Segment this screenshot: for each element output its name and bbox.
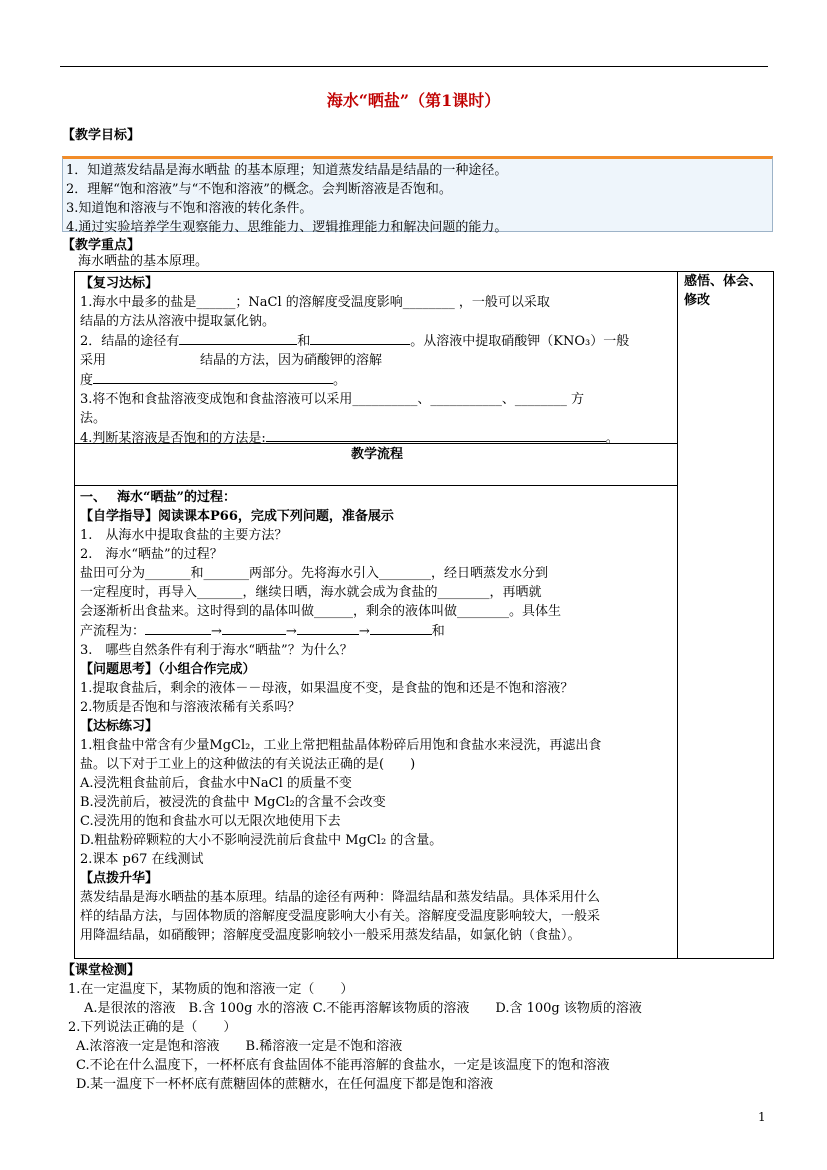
review-question: 结晶的方法从溶液中提取氯化钠。 [80, 314, 276, 329]
summary-text: 样的结晶方法，与固体物质的溶解度受温度影响大小有关。溶解度受温度影响较大，一般采 [80, 909, 601, 924]
classroom-check [62, 961, 782, 1094]
text-segment: 度 [80, 373, 94, 388]
objective-item: 2．理解“饱和溶液”与“不饱和溶液”的概念。会判断溶液是否饱和。 [66, 182, 452, 197]
answer-blank [222, 621, 286, 635]
objective-item: 4.通过实验培养学生观察能力、思维能力、逻辑推理能力和解决问题的能力。 [66, 220, 508, 235]
page-number: 1 [758, 1110, 766, 1124]
key-point-heading: 【教学重点】 [62, 238, 141, 253]
objective-item: 3.知道饱和溶液与不饱和溶液的转化条件。 [66, 201, 313, 216]
practice-option: D.粗盐粉碎颗粒的大小不影响浸洗前后食盐中 MgCl₂ 的含量。 [80, 833, 443, 848]
practice-heading: 【达标练习】 [80, 719, 159, 734]
text-segment: 采用 [80, 353, 107, 368]
arrow-icon: → [285, 624, 297, 639]
objectives-box [62, 156, 773, 235]
table-column-divider [677, 271, 678, 959]
review-question: 1.海水中最多的盐是______；NaCl 的溶解度受温度影响________ ，一般可以采取 [80, 295, 550, 310]
practice-option: A.浸洗粗食盐前后，食盐水中NaCl 的质量不变 [80, 776, 352, 791]
practice-question: 2.课本 p67 在线测试 [80, 852, 204, 867]
think-heading: 【问题思考】（小组合作完成） [80, 662, 256, 677]
arrow-icon: → [358, 624, 370, 639]
study-question: 3. 哪些自然条件有利于海水“晒盐”？为什么？ [80, 643, 353, 658]
check-options: D.某一温度下一杯杯底有蔗糖固体的蔗糖水，在任何温度下都是饱和溶液 [76, 1077, 494, 1092]
answer-blank [370, 621, 432, 635]
header-rule [60, 66, 768, 67]
check-options: C.不论在什么温度下，一杯杯底有食盐固体不能再溶解的食盐水，一定是该温度下的饱和溶液 [76, 1058, 610, 1073]
side-column-heading: 感悟、体会、修改 [684, 274, 763, 308]
review-question: 3.将不饱和食盐溶液变成饱和食盐溶液可以采用__________、___________、________ 方 [80, 392, 585, 407]
practice-option: B.浸洗前后，被浸洗的食盐中 MgCl₂的含量不会改变 [80, 795, 386, 810]
page-title: 海水“晒盐”（第1课时） [326, 91, 501, 110]
objective-item: 1．知道蒸发结晶是海水晒盐 的基本原理；知道蒸发结晶是结晶的一种途径。 [66, 163, 508, 178]
check-heading: 【课堂检测】 [62, 963, 141, 978]
review-section [80, 274, 674, 448]
process-flow [80, 621, 674, 641]
text-segment: 和 [297, 334, 311, 349]
study-question: 2. 海水“晒盐”的过程？ [80, 547, 223, 562]
process-text: 会逐渐析出食盐来。这时得到的晶体叫做______，剩余的液体叫做________。具体生 [80, 604, 562, 619]
answer-blank [179, 331, 297, 345]
check-options: A.是很浓的溶液 B.含 100g 水的溶液 C.不能再溶解该物质的溶液 D.含 100g 该物质的溶液 [84, 1001, 642, 1016]
review-question [80, 331, 674, 351]
text-segment: 和 [431, 624, 445, 639]
text-segment: 4.判断某溶液是否饱和的方法是: [80, 431, 266, 446]
process-text: 一定程度时，再导入_______，继续日晒，海水就会成为食盐的________，再晒就 [80, 585, 542, 600]
practice-option: C.浸洗用的饱和食盐水可以无限次地使用下去 [80, 814, 341, 829]
flow-heading: 教学流程 [350, 447, 403, 462]
summary-text: 蒸发结晶是海水晒盐的基本原理。结晶的途径有两种：降温结晶和蒸发结晶。具体采用什么 [80, 890, 601, 905]
answer-blank [310, 331, 410, 345]
review-question [80, 370, 674, 390]
text-segment: 2．结晶的途径有 [80, 334, 180, 349]
practice-question: 1.粗食盐中常含有少量MgCl₂，工业上常把粗盐晶体粉碎后用饱和食盐水来浸洗，再滤出食 [80, 738, 602, 753]
review-question: 法。 [80, 411, 107, 426]
text-segment: 。 [605, 431, 619, 446]
self-study-heading: 【自学指导】阅读课本P66，完成下列问题，准备展示 [80, 509, 394, 524]
answer-blank [145, 621, 211, 635]
table-row-divider [74, 485, 678, 486]
answer-blank [266, 428, 606, 442]
review-question [80, 351, 674, 370]
summary-heading: 【点拨升华】 [80, 871, 159, 886]
study-question: 1. 从海水中提取食盐的主要方法？ [80, 528, 288, 543]
summary-text: 用降温结晶，如硝酸钾；溶解度受温度影响较小一般采用蒸发结晶，如氯化钠（食盐）。 [80, 928, 581, 943]
process-section [80, 488, 674, 945]
answer-blank [93, 370, 333, 384]
process-heading: 一、 海水“晒盐”的过程： [80, 490, 236, 505]
key-point-text: 海水晒盐的基本原理。 [78, 254, 209, 269]
answer-blank [297, 621, 359, 635]
check-question: 1.在一定温度下，某物质的饱和溶液一定（ ） [68, 982, 354, 997]
text-segment: 结晶的方法，因为硝酸钾的溶解 [200, 353, 383, 368]
think-question: 2.物质是否饱和与溶液浓稀有关系吗？ [80, 700, 301, 715]
objectives-heading: 【教学目标】 [62, 128, 141, 143]
practice-question: 盐。以下对于工业上的这种做法的有关说法正确的是( ) [80, 757, 416, 772]
review-heading: 【复习达标】 [80, 276, 159, 291]
arrow-icon: → [211, 624, 222, 639]
text-segment: 。 [333, 373, 347, 388]
text-segment: 。从溶液中提取硝酸钾（KNO₃）一般 [410, 334, 630, 349]
check-options: A.浓溶液一定是饱和溶液 B.稀溶液一定是不饱和溶液 [76, 1039, 403, 1054]
check-question: 2.下列说法正确的是（ ） [68, 1020, 237, 1035]
text-segment: 产流程为： [80, 624, 146, 639]
process-text: 盐田可分为_______和_______两部分。先将海水引入________，经日晒蒸发水分到 [80, 566, 549, 581]
think-question: 1.提取食盐后，剩余的液体－－母液，如果温度不变，是食盐的饱和还是不饱和溶液？ [80, 681, 574, 696]
